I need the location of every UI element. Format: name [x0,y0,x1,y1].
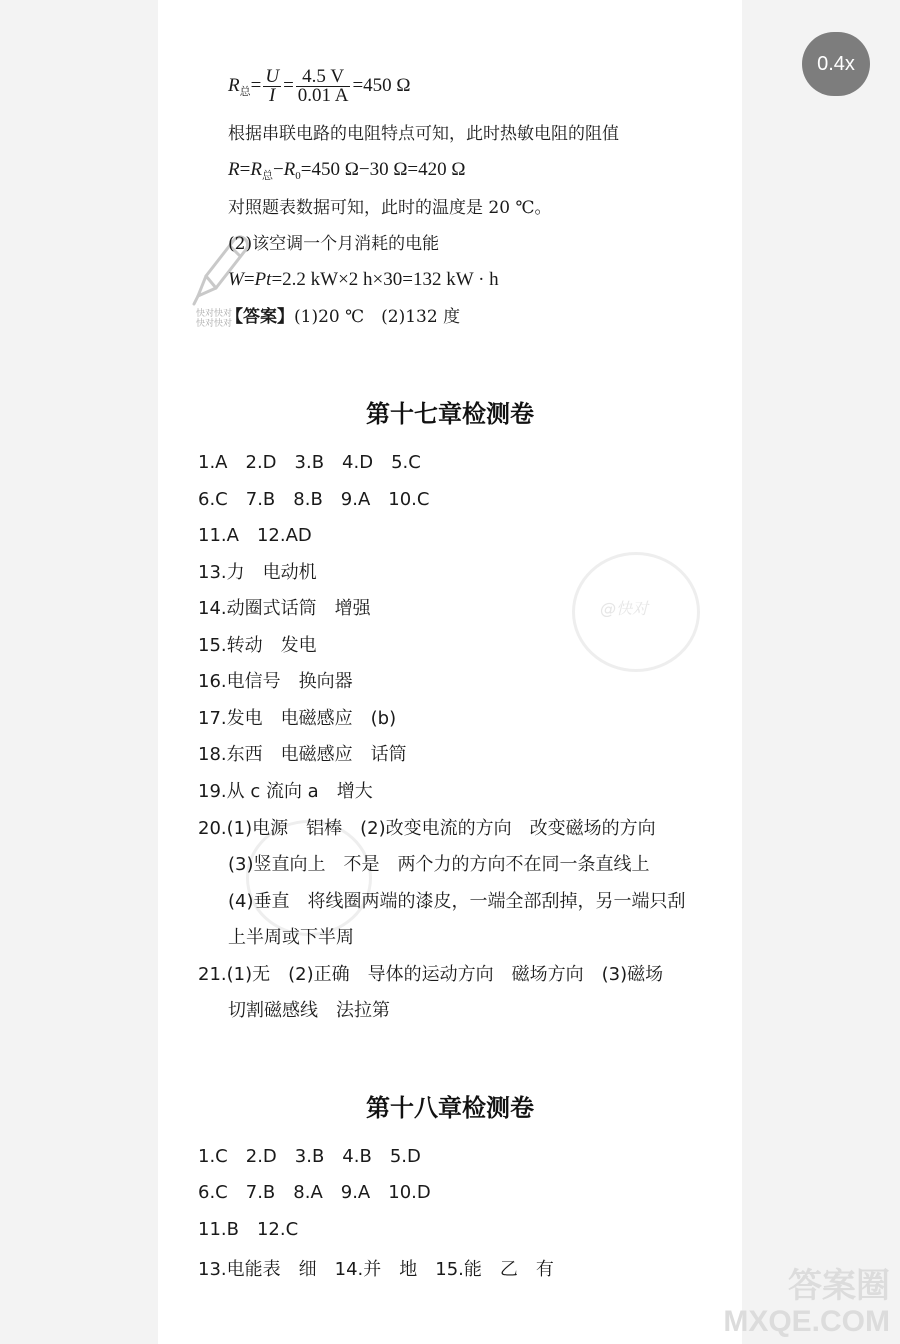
stamp-watermark-text: @快对 [600,599,649,618]
answer-line: 15.转动 发电 [198,635,317,656]
answer-line: 16.电信号 换向器 [198,671,353,692]
answer-line: 6.C 7.B 8.A 9.A 10.D [198,1182,431,1203]
answer-line: 切割磁感线 法拉第 [228,1000,390,1021]
answer-line: 14.动圈式话筒 增强 [198,598,371,619]
answer-line: 6.C 7.B 8.B 9.A 10.C [198,489,430,510]
chapter18-title: 第十八章检测卷 [366,1093,534,1122]
answer-line: 11.A 12.AD [198,525,312,546]
answer-line: (3)竖直向上 不是 两个力的方向不在同一条直线上 [228,854,650,875]
solution-text: 对照题表数据可知，此时的温度是 20 ℃。 [228,198,552,218]
answer-line: 11.B 12.C [198,1219,299,1240]
solution-text: (2)该空调一个月消耗的电能 [228,234,440,254]
formula-energy: W=Pt=2.2 kW×2 h×30=132 kW · h [228,269,499,290]
answer-line: 19.从 c 流向 a 增大 [198,781,373,802]
answer-line: 13.电能表 细 14.并 地 15.能 乙 有 [198,1259,554,1280]
answer-line: (4)垂直 将线圈两端的漆皮，一端全部刮掉，另一端只刮 [228,891,686,912]
tiny-watermark: 快对快对 [196,309,233,319]
answer-label: 【答案】 [226,307,294,327]
zoom-level-badge[interactable]: 0.4x [802,32,870,96]
site-watermark: 答案圈 MXQE.COM [723,1267,890,1338]
formula-total-resistance: $R_总=$ $\frac{U}{I}$ = $\frac{4.5 V}{0.01 A}$ =450 Ω [228,66,411,107]
answer-line: 17.发电 电磁感应 (b) [198,708,397,729]
answer-line: 21.(1)无 (2)正确 导体的运动方向 磁场方向 (3)磁场 [198,964,664,985]
answer-line: 1.A 2.D 3.B 4.D 5.C [198,452,421,473]
answer-line: 20.(1)电源 铝棒 (2)改变电流的方向 改变磁场的方向 [198,818,656,839]
answer-text: (1)20 ℃ (2)132 度 [294,307,461,327]
chapter17-title: 第十七章检测卷 [366,399,534,428]
solution-text: 根据串联电路的电阻特点可知，此时热敏电阻的阻值 [228,124,619,144]
answer-line: 1.C 2.D 3.B 4.B 5.D [198,1146,421,1167]
answer-line: 上半周或下半周 [228,927,354,948]
tiny-watermark: 快对快对 [196,319,233,329]
answer-line [226,305,460,329]
answer-line: 18.东西 电磁感应 话筒 [198,744,407,765]
answer-line: 13.力 电动机 [198,562,317,583]
formula-thermistor-resistance: $R=R_总-R_0=450$ Ω−30 Ω=420 Ω [228,159,466,182]
